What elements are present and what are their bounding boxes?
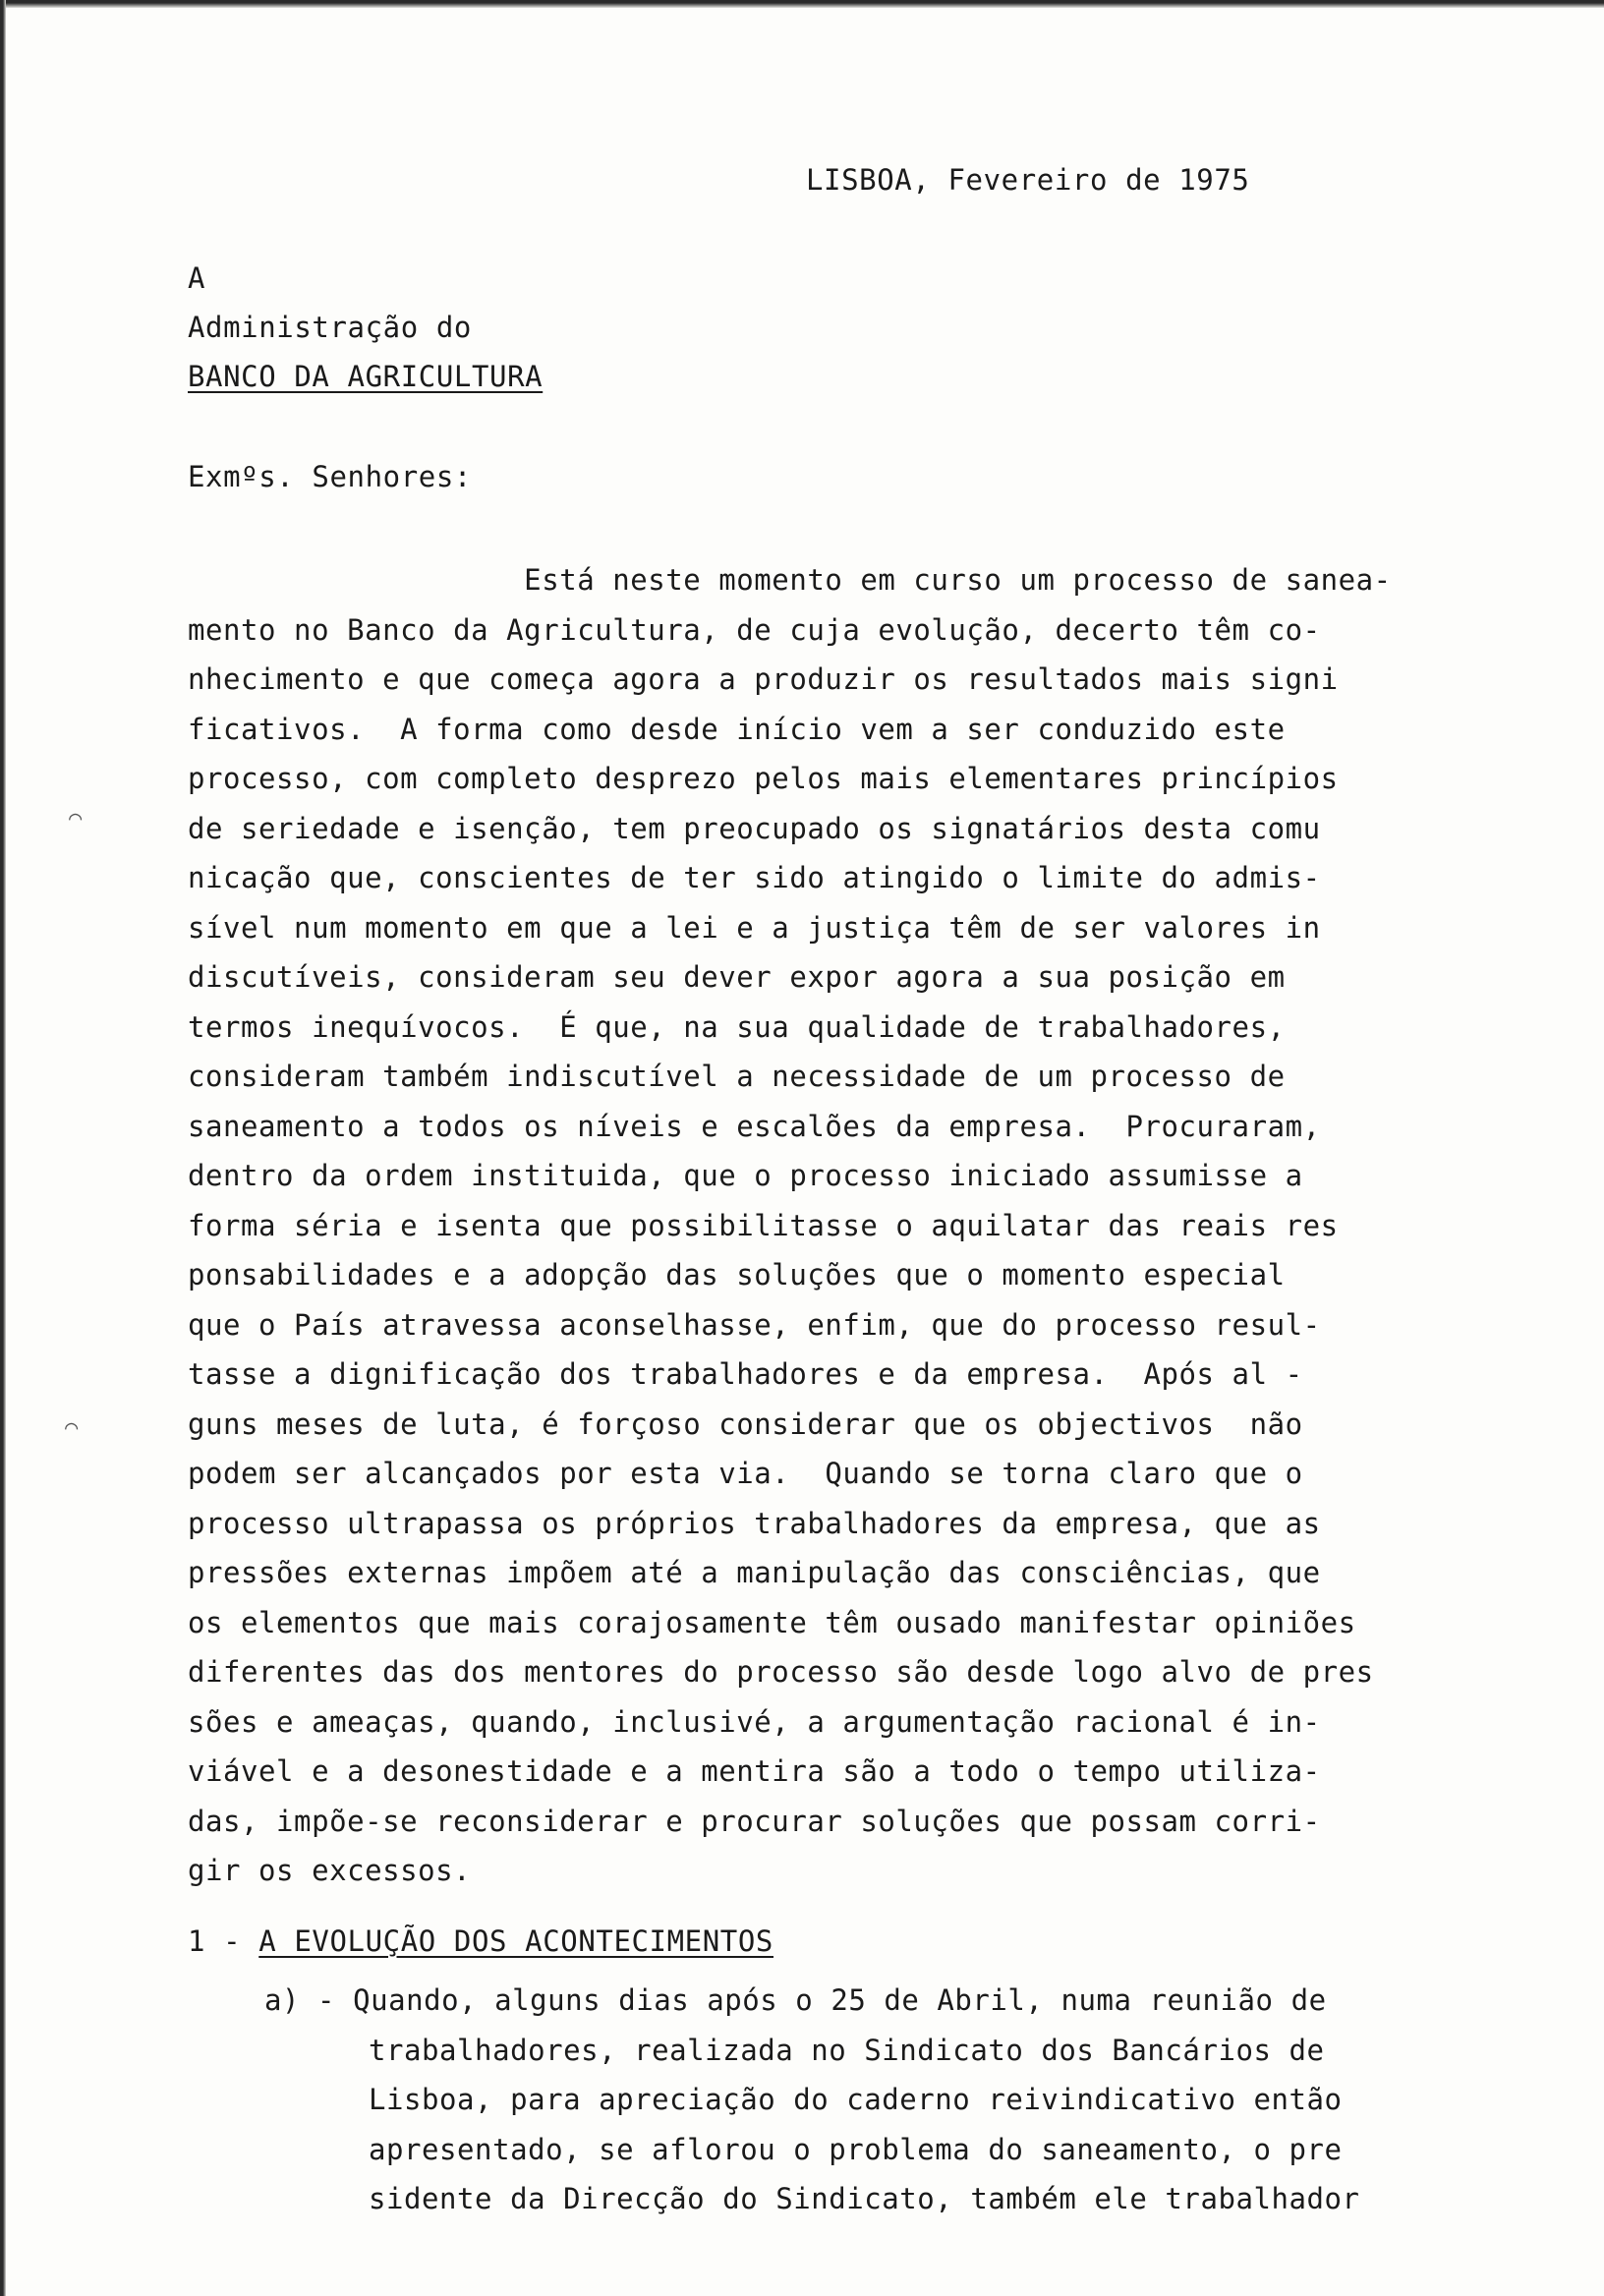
body-line: das, impõe-se reconsiderar e procurar soluções que possam corri- [188, 1804, 1321, 1838]
body-line: pressões externas impõem até a manipulação das consciências, que [188, 1556, 1321, 1589]
body-paragraph [188, 555, 1392, 1896]
body-line: nicação que, conscientes de ter sido atingido o limite do admis- [188, 861, 1321, 894]
section-title: A EVOLUÇÃO DOS ACONTECIMENTOS [258, 1924, 773, 1958]
body-line: viável e a desonestidade e a mentira são a todo o tempo utiliza- [188, 1754, 1321, 1788]
list-item-a [264, 1976, 1360, 2224]
body-line: tasse a dignificação dos trabalhadores e da empresa. Após al - [188, 1357, 1303, 1391]
body-line: gir os excessos. [188, 1854, 472, 1887]
address-bank-name: BANCO DA AGRICULTURA [188, 360, 544, 393]
body-line: processo, com completo desprezo pelos mais elementares princípios [188, 762, 1339, 795]
body-line: forma séria e isenta que possibilitasse o aquilatar das reais res [188, 1208, 1339, 1242]
scan-mark: ⌒ [69, 806, 83, 831]
list-item-text: trabalhadores, realizada no Sindicato dos Bancários de [369, 2033, 1325, 2067]
body-line: Está neste momento em curso um processo de sanea- [188, 563, 1392, 597]
section-heading [188, 1924, 773, 1958]
address-line-1: A [188, 261, 206, 295]
scan-top-edge [0, 0, 1604, 8]
body-line: mento no Banco da Agricultura, de cuja evolução, decerto têm co- [188, 612, 1321, 647]
section-number: 1 - [188, 1924, 259, 1958]
body-line: ficativos. A forma como desde início vem a ser conduzido este [188, 712, 1286, 746]
body-line: dentro da ordem instituida, que o processo iniciado assumisse a [188, 1159, 1303, 1192]
list-item-text: Lisboa, para apreciação do caderno reivindicativo então [369, 2083, 1343, 2116]
body-line: guns meses de luta, é forçoso considerar que os objectivos não [188, 1406, 1303, 1441]
scan-left-edge [0, 0, 6, 2296]
date-line: LISBOA, Fevereiro de 1975 [806, 163, 1250, 197]
list-item-label: a) - [264, 1983, 354, 2017]
body-line: saneamento a todos os níveis e escalões da empresa. Procuraram, [188, 1109, 1321, 1143]
body-line: sível num momento em que a lei e a justiça têm de ser valores in [188, 910, 1321, 945]
body-line: nhecimento e que começa agora a produzir os resultados mais signi [188, 662, 1339, 696]
scan-mark: ⌒ [65, 1415, 79, 1440]
body-line: ponsabilidades e a adopção das soluções que o momento especial [188, 1258, 1286, 1292]
body-line: podem ser alcançados por esta via. Quando se torna claro que o [188, 1457, 1303, 1490]
body-line: processo ultrapassa os próprios trabalhadores da empresa, que as [188, 1506, 1321, 1540]
body-line: diferentes das dos mentores do processo são desde logo alvo de pres [188, 1655, 1374, 1689]
body-line: termos inequívocos. É que, na sua qualidade de trabalhadores, [188, 1009, 1286, 1044]
body-line: os elementos que mais corajosamente têm ousado manifestar opiniões [188, 1605, 1356, 1639]
salutation: Exmºs. Senhores: [188, 460, 472, 493]
body-line: discutíveis, consideram seu dever expor agora a sua posição em [188, 960, 1286, 994]
body-line: consideram também indiscutível a necessidade de um processo de [188, 1060, 1286, 1093]
address-line-2: Administração do [188, 311, 472, 344]
body-line: de seriedade e isenção, tem preocupado os signatários desta comu [188, 811, 1321, 845]
list-item-text: Quando, alguns dias após o 25 de Abril, numa reunião de [353, 1983, 1327, 2017]
list-item-text: apresentado, se aflorou o problema do saneamento, o pre [369, 2132, 1343, 2166]
list-item-first-line [264, 1976, 1360, 2026]
body-line: que o País atravessa aconselhasse, enfim, que do processo resul- [188, 1307, 1321, 1342]
list-item-text: sidente da Direcção do Sindicato, também ele trabalhador [369, 2182, 1360, 2215]
body-line: sões e ameaças, quando, inclusivé, a argumentação racional é in- [188, 1704, 1321, 1739]
